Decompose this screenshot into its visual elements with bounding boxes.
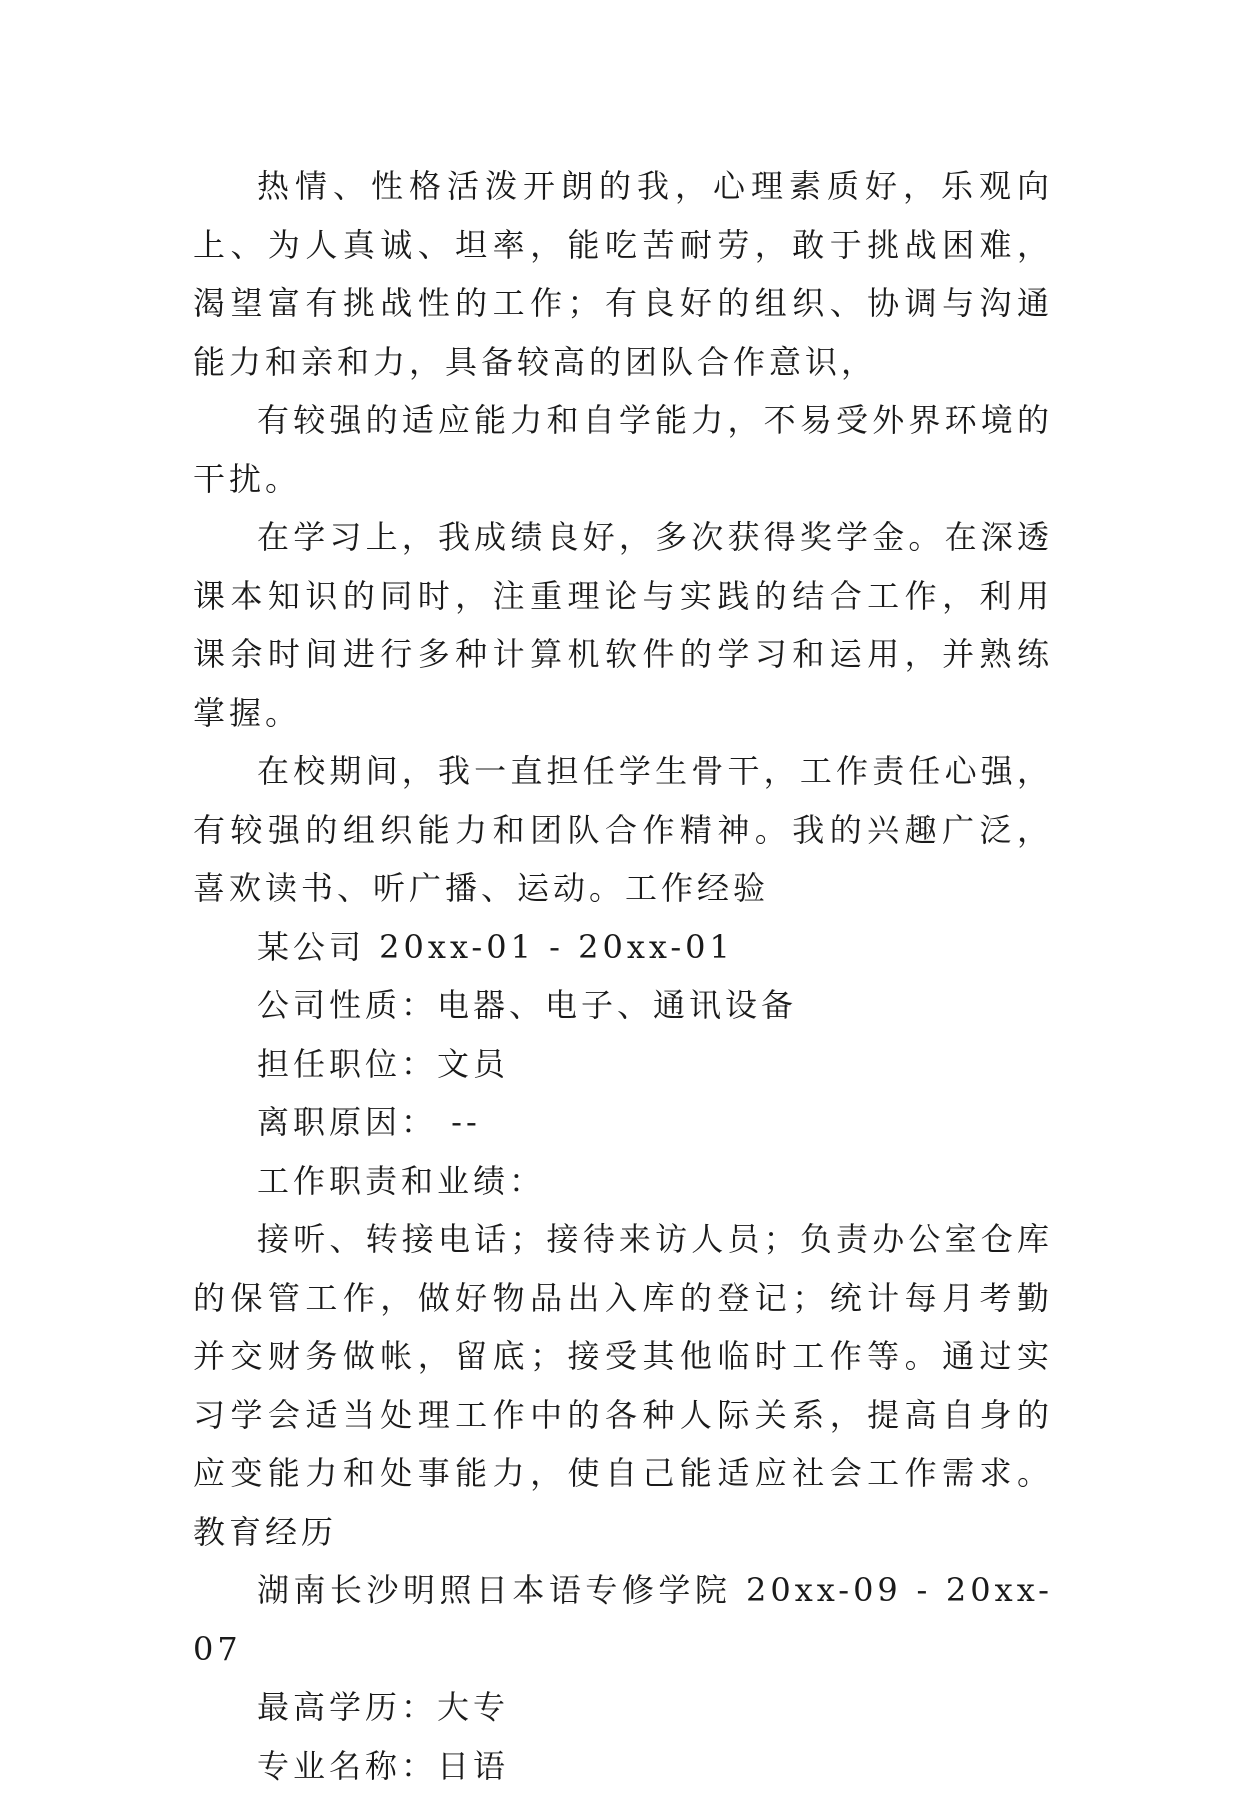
work-duties-heading: 工作职责和业绩： xyxy=(193,1152,1053,1211)
work-company-line: 某公司 20xx-01 - 20xx-01 xyxy=(193,918,1053,977)
document-body xyxy=(193,157,1053,1795)
work-position: 担任职位：文员 xyxy=(193,1035,1053,1094)
education-school-line: 湖南长沙明照日本语专修学院 20xx-09 - 20xx-07 xyxy=(193,1561,1053,1678)
paragraph-intro-continuation: 热情、性格活泼开朗的我，心理素质好，乐观向上、为人真诚、坦率，能吃苦耐劳，敢于挑战困难，渴望富有挑战性的工作；有良好的组织、协调与沟通能力和亲和力，具备较高的团队合作意识， xyxy=(193,157,1053,391)
education-major: 专业名称：日语 xyxy=(193,1737,1053,1795)
paragraph-campus: 在校期间，我一直担任学生骨干，工作责任心强，有较强的组织能力和团队合作精神。我的兴趣广泛，喜欢读书、听广播、运动。工作经验 xyxy=(193,742,1053,918)
paragraph-study: 在学习上，我成绩良好，多次获得奖学金。在深透课本知识的同时，注重理论与实践的结合工作，利用课余时间进行多种计算机软件的学习和运用，并熟练掌握。 xyxy=(193,508,1053,742)
work-leave-reason: 离职原因： -- xyxy=(193,1093,1053,1152)
work-company-nature: 公司性质：电器、电子、通讯设备 xyxy=(193,976,1053,1035)
paragraph-duties: 接听、转接电话；接待来访人员；负责办公室仓库的保管工作，做好物品出入库的登记；统计每月考勤并交财务做帐，留底；接受其他临时工作等。通过实习学会适当处理工作中的各种人际关系，提高自身的应变能力和处事能力，使自己能适应社会工作需求。 教育经历 xyxy=(193,1210,1053,1561)
paragraph-adaptability: 有较强的适应能力和自学能力，不易受外界环境的干扰。 xyxy=(193,391,1053,508)
education-degree: 最高学历：大专 xyxy=(193,1678,1053,1737)
